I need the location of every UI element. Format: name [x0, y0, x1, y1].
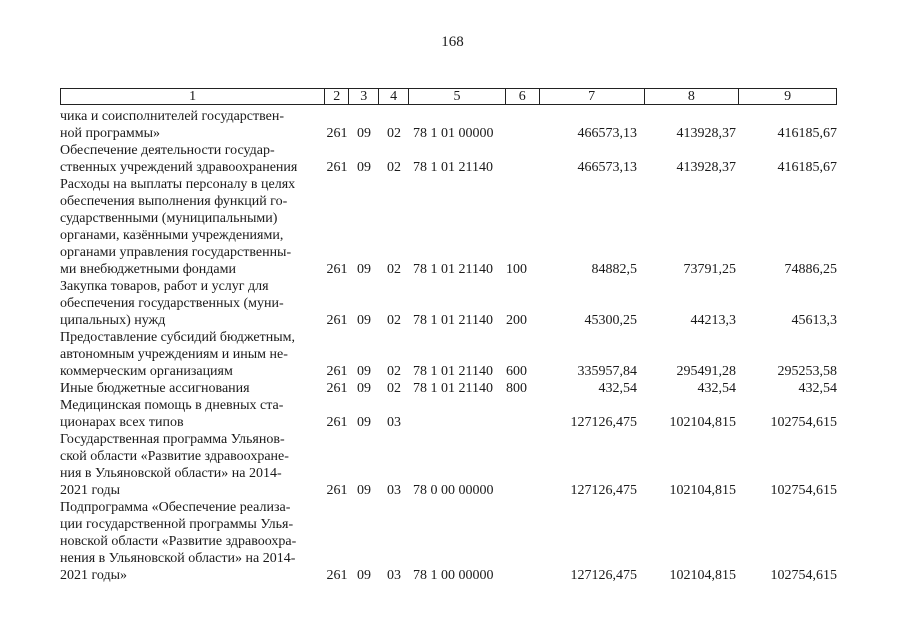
cell-subsection: 02: [387, 160, 401, 175]
cell-name-line: нения в Ульяновской области» на 2014-: [60, 551, 296, 566]
cell-amount-col8: 102104,815: [669, 483, 736, 498]
cell-target-article: 78 1 00 00000: [413, 568, 494, 583]
cell-name-line: ской области «Развитие здравоохране-: [60, 449, 289, 464]
cell-target-article: 78 1 01 00000: [413, 126, 494, 141]
cell-name: [60, 108, 325, 142]
cell-amount-col7: 127126,475: [570, 568, 637, 583]
cell-name: [60, 176, 325, 278]
cell-name-line: обеспечения государственных (муни-: [60, 296, 284, 311]
cell-amount-col7: 45300,25: [584, 313, 637, 328]
cell-name-line: ния в Ульяновской области» на 2014-: [60, 466, 282, 481]
cell-subsection: 02: [387, 313, 401, 328]
header-cell-1: 1: [61, 89, 325, 104]
cell-subsection: 02: [387, 381, 401, 396]
cell-admin-code: 261: [326, 313, 348, 328]
cell-amount-col9: 102754,615: [770, 483, 837, 498]
cell-amount-col9: 102754,615: [770, 415, 837, 430]
cell-name-line: ми внебюджетными фондами: [60, 262, 236, 277]
cell-name-line: Медицинская помощь в дневных ста-: [60, 398, 284, 413]
header-cell-9: 9: [784, 89, 792, 104]
cell-target-article: 78 1 01 21140: [413, 262, 493, 277]
table-row: [60, 431, 837, 499]
cell-name: [60, 380, 325, 397]
header-cell-3: 3: [349, 89, 379, 104]
cell-amount-col9: 74886,25: [784, 262, 837, 277]
cell-name-line: 2021 годы»: [60, 568, 128, 583]
cell-section: 09: [357, 364, 371, 379]
cell-expense-type: 800: [506, 381, 527, 396]
cell-amount-col8: 102104,815: [669, 415, 736, 430]
cell-name-line: ственных учреждений здравоохранения: [60, 160, 298, 175]
cell-name-line: Расходы на выплаты персоналу в целях: [60, 177, 296, 192]
cell-admin-code: 261: [326, 126, 348, 141]
cell-name-line: органами, казёнными учреждениями,: [60, 228, 284, 243]
cell-name-line: Иные бюджетные ассигнования: [60, 381, 250, 396]
cell-name-line: сударственными (муниципальными): [60, 211, 278, 226]
cell-amount-col7: 84882,5: [591, 262, 637, 277]
cell-subsection: 03: [387, 415, 401, 430]
table-row: [60, 142, 837, 176]
header-cell-4: 4: [379, 89, 409, 104]
cell-admin-code: 261: [326, 415, 348, 430]
cell-name: [60, 499, 325, 584]
cell-amount-col8: 295491,28: [676, 364, 736, 379]
cell-name-line: Государственная программа Ульянов-: [60, 432, 285, 447]
cell-name-line: ципальных) нужд: [60, 313, 166, 328]
header-cell-5: 5: [409, 89, 506, 104]
cell-amount-col9: 416185,67: [777, 126, 837, 141]
table-header-row: [60, 88, 837, 105]
cell-section: 09: [357, 381, 371, 396]
cell-target-article: 78 1 01 21140: [413, 381, 493, 396]
cell-name-line: ной программы»: [60, 126, 161, 141]
cell-amount-col8: 432,54: [697, 381, 736, 396]
cell-name-line: чика и соисполнителей государствен-: [60, 109, 285, 124]
cell-amount-col7: 127126,475: [570, 483, 637, 498]
cell-subsection: 03: [387, 483, 401, 498]
cell-amount-col7: 335957,84: [577, 364, 637, 379]
table-row: [60, 329, 837, 380]
cell-admin-code: 261: [326, 483, 348, 498]
cell-name: [60, 329, 325, 380]
cell-amount-col7: 466573,13: [577, 160, 637, 175]
cell-expense-type: 600: [506, 364, 527, 379]
cell-name-line: ции государственной программы Улья-: [60, 517, 294, 532]
cell-name: [60, 278, 325, 329]
cell-subsection: 02: [387, 262, 401, 277]
cell-amount-col7: 432,54: [598, 381, 637, 396]
cell-expense-type: 100: [506, 262, 527, 277]
cell-admin-code: 261: [326, 262, 348, 277]
cell-name-line: 2021 годы: [60, 483, 121, 498]
cell-amount-col9: 295253,58: [777, 364, 837, 379]
cell-name: [60, 397, 325, 431]
table-row: [60, 108, 837, 142]
cell-amount-col7: 466573,13: [577, 126, 637, 141]
table-body: [60, 108, 837, 584]
cell-section: 09: [357, 483, 371, 498]
cell-amount-col8: 73791,25: [683, 262, 736, 277]
cell-subsection: 02: [387, 126, 401, 141]
cell-target-article: 78 1 01 21140: [413, 364, 493, 379]
cell-admin-code: 261: [326, 568, 348, 583]
table-row: [60, 499, 837, 584]
cell-amount-col9: 416185,67: [777, 160, 837, 175]
cell-name: [60, 142, 325, 176]
cell-name: [60, 431, 325, 499]
cell-name-line: Предоставление субсидий бюджетным,: [60, 330, 296, 345]
cell-target-article: 78 1 01 21140: [413, 313, 493, 328]
cell-amount-col8: 413928,37: [676, 126, 736, 141]
cell-target-article: 78 0 00 00000: [413, 483, 494, 498]
cell-admin-code: 261: [326, 160, 348, 175]
table-row: [60, 380, 837, 397]
cell-name-line: Закупка товаров, работ и услуг для: [60, 279, 269, 294]
cell-amount-col8: 413928,37: [676, 160, 736, 175]
cell-name-line: коммерческим организациям: [60, 364, 233, 379]
cell-section: 09: [357, 313, 371, 328]
cell-name-line: новской области «Развитие здравоохра-: [60, 534, 297, 549]
header-cell-6: 6: [506, 89, 540, 104]
cell-amount-col9: 45613,3: [791, 313, 837, 328]
cell-subsection: 03: [387, 568, 401, 583]
cell-name-line: Подпрограмма «Обеспечение реализа-: [60, 500, 291, 515]
header-cell-7: 7: [540, 89, 645, 104]
cell-section: 09: [357, 415, 371, 430]
cell-admin-code: 261: [326, 364, 348, 379]
cell-name-line: Обеспечение деятельности государ-: [60, 143, 275, 158]
cell-amount-col8: 102104,815: [669, 568, 736, 583]
cell-name-line: органами управления государственны-: [60, 245, 292, 260]
table-row: [60, 176, 837, 278]
cell-section: 09: [357, 160, 371, 175]
cell-amount-col9: 432,54: [798, 381, 837, 396]
cell-section: 09: [357, 262, 371, 277]
header-cell-8: 8: [645, 89, 740, 104]
cell-amount-col8: 44213,3: [690, 313, 736, 328]
table-row: [60, 278, 837, 329]
cell-section: 09: [357, 126, 371, 141]
cell-name-line: обеспечения выполнения функций го-: [60, 194, 288, 209]
cell-subsection: 02: [387, 364, 401, 379]
cell-target-article: 78 1 01 21140: [413, 160, 493, 175]
cell-name-line: автономным учреждениям и иным не-: [60, 347, 288, 362]
table-row: [60, 397, 837, 431]
cell-section: 09: [357, 568, 371, 583]
cell-admin-code: 261: [326, 381, 348, 396]
cell-amount-col9: 102754,615: [770, 568, 837, 583]
header-cell-2: 2: [325, 89, 349, 104]
cell-expense-type: 200: [506, 313, 527, 328]
cell-name-line: ционарах всех типов: [60, 415, 184, 430]
page-number: 168: [441, 34, 464, 50]
cell-amount-col7: 127126,475: [570, 415, 637, 430]
